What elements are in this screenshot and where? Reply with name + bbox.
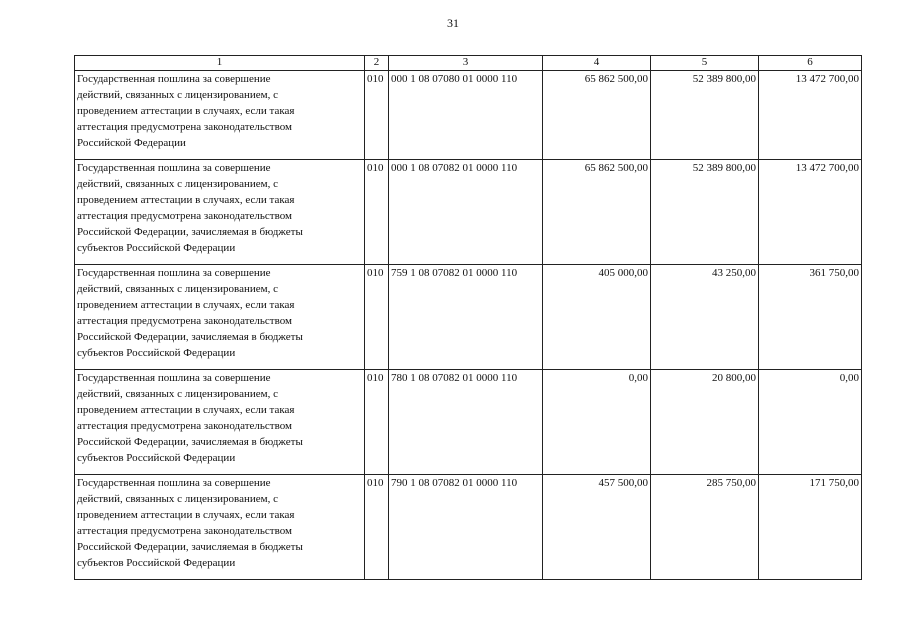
revenue-name-line: субъектов Российской Федерации — [77, 452, 236, 464]
revenue-name-line: действий, связанных с лицензированием, с — [77, 283, 278, 295]
admin-code-cell: 010 — [365, 71, 389, 160]
revenue-name-line: Российской Федерации — [77, 137, 186, 149]
amount-col4-cell: 405 000,00 — [543, 265, 651, 370]
admin-code-cell: 010 — [365, 160, 389, 265]
revenue-name-line: действий, связанных с лицензированием, с — [77, 178, 278, 190]
table-header — [75, 56, 862, 71]
revenue-name-line: проведением аттестации в случаях, если такая — [77, 194, 295, 206]
table-row — [75, 370, 862, 475]
table-row — [75, 71, 862, 160]
amount-col6-cell: 13 472 700,00 — [759, 160, 862, 265]
budget-code-cell: 780 1 08 07082 01 0000 110 — [389, 370, 543, 475]
revenue-name-line: аттестация предусмотрена законодательством — [77, 525, 292, 537]
column-number-2: 2 — [365, 56, 389, 71]
revenue-name-line: субъектов Российской Федерации — [77, 242, 236, 254]
table-body — [75, 71, 862, 580]
revenue-name-line: аттестация предусмотрена законодательством — [77, 210, 292, 222]
amount-col6-cell: 13 472 700,00 — [759, 71, 862, 160]
revenue-name-line: проведением аттестации в случаях, если такая — [77, 105, 295, 117]
amount-col4-cell: 0,00 — [543, 370, 651, 475]
page-number: 31 — [447, 16, 459, 30]
revenue-name-line: аттестация предусмотрена законодательством — [77, 420, 292, 432]
budget-code-cell: 790 1 08 07082 01 0000 110 — [389, 475, 543, 580]
column-number-5: 5 — [651, 56, 759, 71]
revenue-name-line: Государственная пошлина за совершение — [77, 267, 271, 279]
revenue-name-cell — [75, 71, 365, 160]
amount-col6-cell: 361 750,00 — [759, 265, 862, 370]
revenue-name-line: действий, связанных с лицензированием, с — [77, 493, 278, 505]
admin-code-cell: 010 — [365, 370, 389, 475]
amount-col5-cell: 52 389 800,00 — [651, 71, 759, 160]
revenue-name-line: действий, связанных с лицензированием, с — [77, 89, 278, 101]
revenue-name-line: субъектов Российской Федерации — [77, 557, 236, 569]
amount-col4-cell: 457 500,00 — [543, 475, 651, 580]
admin-code-cell: 010 — [365, 475, 389, 580]
table-row — [75, 475, 862, 580]
revenue-name-line: аттестация предусмотрена законодательством — [77, 121, 292, 133]
revenue-name-cell — [75, 475, 365, 580]
amount-col5-cell: 20 800,00 — [651, 370, 759, 475]
budget-table — [74, 55, 862, 580]
amount-col6-cell: 171 750,00 — [759, 475, 862, 580]
revenue-name-line: проведением аттестации в случаях, если такая — [77, 404, 295, 416]
revenue-name-cell — [75, 265, 365, 370]
revenue-name-line: Российской Федерации, зачисляемая в бюджеты — [77, 331, 303, 343]
budget-code-cell: 759 1 08 07082 01 0000 110 — [389, 265, 543, 370]
revenue-name-line: действий, связанных с лицензированием, с — [77, 388, 278, 400]
revenue-name-cell — [75, 370, 365, 475]
revenue-name-line: Российской Федерации, зачисляемая в бюджеты — [77, 436, 303, 448]
amount-col5-cell: 285 750,00 — [651, 475, 759, 580]
revenue-name-line: Российской Федерации, зачисляемая в бюджеты — [77, 226, 303, 238]
admin-code-cell: 010 — [365, 265, 389, 370]
revenue-name-line: проведением аттестации в случаях, если такая — [77, 299, 295, 311]
column-number-3: 3 — [389, 56, 543, 71]
budget-code-cell: 000 1 08 07082 01 0000 110 — [389, 160, 543, 265]
revenue-name-line: Государственная пошлина за совершение — [77, 162, 271, 174]
revenue-name-line: аттестация предусмотрена законодательством — [77, 315, 292, 327]
amount-col4-cell: 65 862 500,00 — [543, 71, 651, 160]
revenue-name-line: Государственная пошлина за совершение — [77, 73, 271, 85]
revenue-name-cell — [75, 160, 365, 265]
revenue-name-line: Государственная пошлина за совершение — [77, 372, 271, 384]
column-number-row — [75, 56, 862, 71]
revenue-name-line: субъектов Российской Федерации — [77, 347, 236, 359]
amount-col6-cell: 0,00 — [759, 370, 862, 475]
revenue-name-line: Государственная пошлина за совершение — [77, 477, 271, 489]
table-row — [75, 265, 862, 370]
amount-col5-cell: 52 389 800,00 — [651, 160, 759, 265]
amount-col4-cell: 65 862 500,00 — [543, 160, 651, 265]
revenue-name-line: Российской Федерации, зачисляемая в бюджеты — [77, 541, 303, 553]
budget-code-cell: 000 1 08 07080 01 0000 110 — [389, 71, 543, 160]
column-number-4: 4 — [543, 56, 651, 71]
column-number-1: 1 — [75, 56, 365, 71]
amount-col5-cell: 43 250,00 — [651, 265, 759, 370]
revenue-name-line: проведением аттестации в случаях, если такая — [77, 509, 295, 521]
column-number-6: 6 — [759, 56, 862, 71]
table-row — [75, 160, 862, 265]
